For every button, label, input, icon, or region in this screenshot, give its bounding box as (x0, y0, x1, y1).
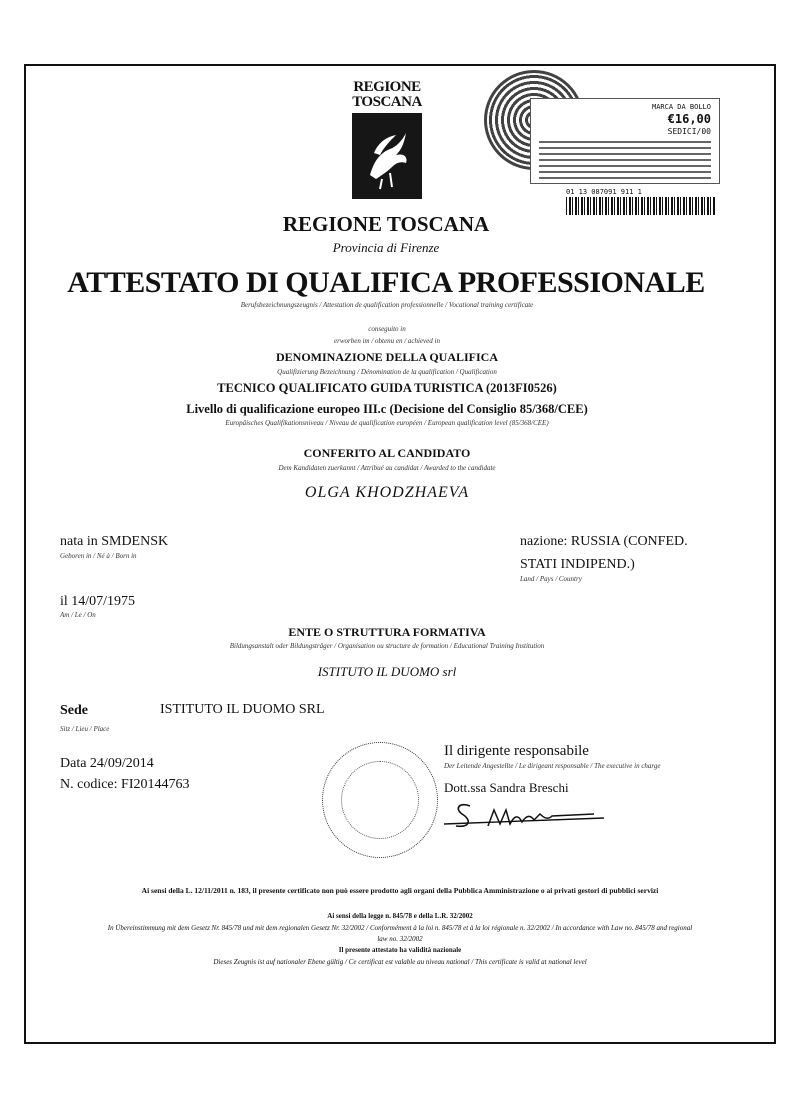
footer-legal-4: law no. 32/2002 (377, 935, 423, 943)
birth-date-translation: Am / Le / On (60, 611, 96, 619)
signatory-name: Dott.ssa Sandra Breschi (444, 780, 569, 795)
footer-legal-3: In Übereinstimmung mit dem Gesetz Nr. 845/78 und mit dem regionalen Gesetz Nr. 32/2002 / Conformément à la loi n. 845/78 et à la loi régionale n. 32/2002 / In accordance with Law no. 845/78 and regional (107, 924, 693, 932)
barcode-icon (566, 197, 716, 215)
stamp-card (530, 98, 720, 184)
revenue-stamp (482, 70, 726, 230)
stamp-number: 01 13 087091 911 1 (566, 188, 642, 196)
issue-code: N. codice: FI20144763 (60, 777, 190, 792)
candidate-name: OLGA KHODZHAEVA (304, 484, 470, 501)
pegasus-emblem-icon (352, 113, 422, 199)
stamp-label: MARCA DA BOLLO (651, 103, 711, 111)
stamp-code: SEDICI/00 (667, 127, 711, 136)
footer-legal-1: Ai sensi della L. 12/11/2011 n. 183, il presente certificato non può essere prodotto agli organi della Pubblica Amministrazione o ai privati gestori di pubblici servizi (141, 886, 659, 895)
institution-heading-translation: Bildungsanstalt oder Bildungsträger / Organisation ou structure de formation / Educational Training Institution (229, 642, 545, 650)
page-title: ATTESTATO DI QUALIFICA PROFESSIONALE (67, 266, 705, 299)
conseguito-translation: erworben im / obtenu en / achieved in (334, 337, 440, 345)
official-seal-icon (322, 742, 438, 858)
footer-legal-2: Ai sensi della legge n. 845/78 e della L.R. 32/2002 (327, 912, 473, 920)
handwritten-signature-icon (444, 796, 614, 836)
qualification-level: Livello di qualificazione europeo III.c (Decisione del Consiglio 85/368/CEE) (186, 402, 588, 416)
seal-inner-ring (341, 761, 419, 839)
sede-value: ISTITUTO IL DUOMO SRL (160, 702, 325, 717)
qualification-name: TECNICO QUALIFICATO GUIDA TURISTICA (2013FI0526) (217, 381, 557, 395)
candidate-heading: CONFERITO AL CANDIDATO (303, 446, 471, 460)
title-translation: Berufsbezeichnungszeugnis / Attestation de qualification professionnelle / Vocational training certificate (240, 301, 534, 309)
footer-legal-6: Dieses Zeugnis ist auf nationaler Ebene gültig / Ce certificat est valable au niveau national / This certificate is valid at national level (213, 958, 587, 966)
stamp-amount: €16,00 (667, 112, 711, 126)
province: Provincia di Firenze (332, 240, 440, 255)
logo-line-2: TOSCANA (352, 94, 422, 110)
sede-label: Sede (60, 703, 88, 718)
birthplace-translation: Geboren in / Né à / Born in (60, 552, 137, 560)
signatory-title: Il dirigente responsabile (444, 743, 589, 759)
qualification-heading: DENOMINAZIONE DELLA QUALIFICA (275, 350, 499, 364)
institution-name: ISTITUTO IL DUOMO srl (317, 664, 457, 679)
logo-wordmark (344, 80, 430, 110)
nationality-line-2: STATI INDIPEND.) (520, 557, 635, 572)
signatory-title-translation: Der Leitende Angestellte / Le dirigeant responsable / The executive in charge (444, 762, 661, 770)
issue-date: Data 24/09/2014 (60, 756, 154, 771)
candidate-heading-translation: Dem Kandidaten zuerkannt / Attribué au candidat / Awarded to the candidate (278, 464, 496, 472)
region-title: REGIONE TOSCANA (282, 212, 490, 236)
logo-line-1: REGIONE (353, 79, 421, 95)
nationality-line-1: nazione: RUSSIA (CONFED. (520, 534, 688, 549)
nationality-translation: Land / Pays / Country (520, 575, 582, 583)
conseguito-label: conseguito in (368, 325, 406, 333)
sede-translation: Sitz / Lieu / Place (60, 725, 110, 733)
birth-date: il 14/07/1975 (60, 594, 136, 609)
footer-legal-5: Il presente attestato ha validità nazionale (338, 946, 462, 954)
qualification-heading-translation: Qualifizierung Bezeichnung / Dénomination de la qualification / Qualification (277, 368, 497, 376)
stamp-print-lines (539, 141, 711, 179)
birthplace: nata in SMDENSK (60, 534, 169, 549)
institution-heading: ENTE O STRUTTURA FORMATIVA (288, 625, 486, 639)
qualification-level-translation: Europäisches Qualifikationsniveau / Niveau de qualification européen / European qualification level (85/368/CEE) (225, 419, 549, 427)
